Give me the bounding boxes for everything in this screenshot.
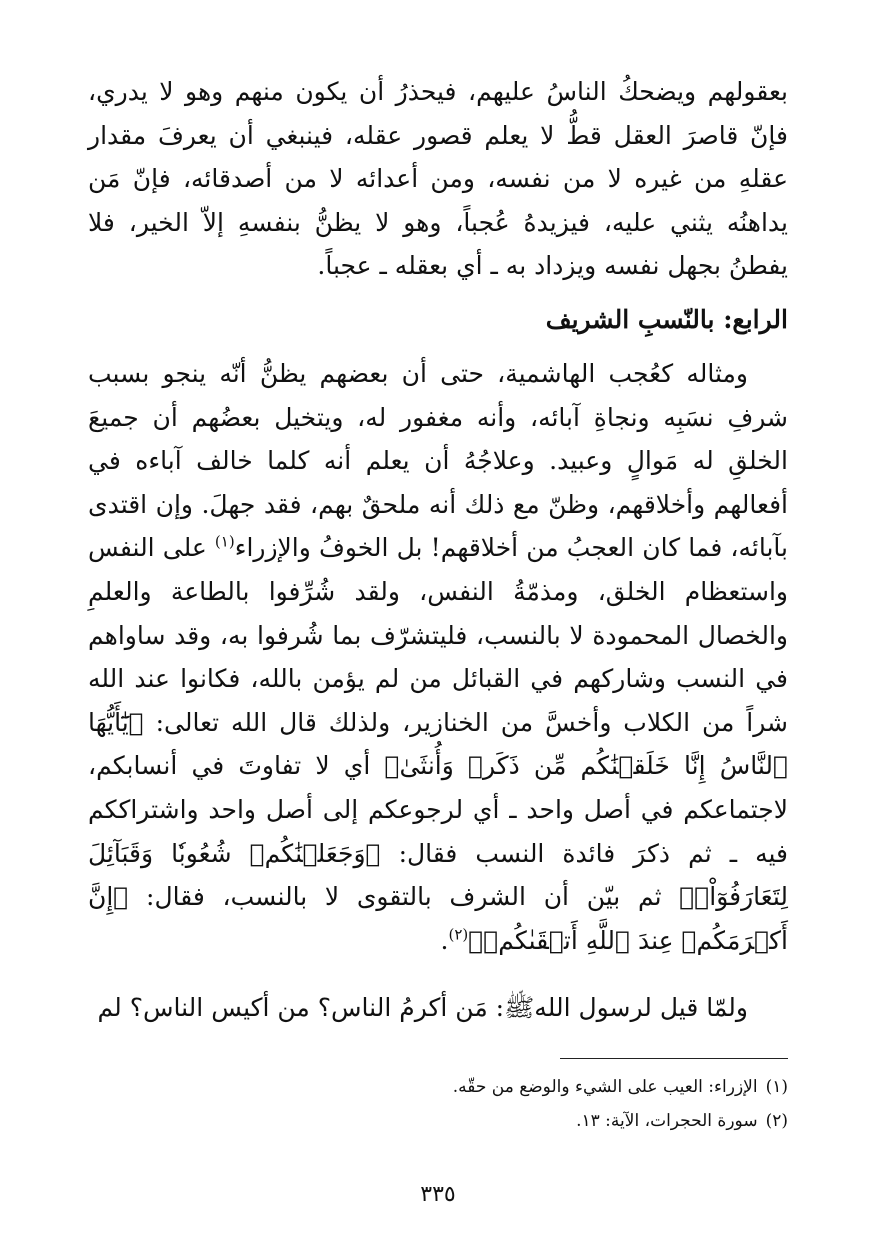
paragraph-2-part-a: ومثاله كعُجب الهاشمية، حتى أن بعضهم يظنُّ أنّه ينجو بسبب شرفِ نسَبِه ونجاةِ آبائه، وأنه مغفور له، ويتخيل بعضُهم أن جميعَ الخلقِ له مَوالٍ وعبيد. وعلاجُهُ أن يعلم أنه كلما خالف آباءه في أفعالهم وأخلاقهم، وظنّ مع ذلك أنه ملحقٌ بهم، فقد جهلَ. وإن اقتدى بآبائه، فما كان العجبُ من أخلاقهم! بل الخوفُ والإزراء (88, 359, 788, 563)
section-heading: الرابع: بالنّسبِ الشريف (545, 305, 788, 334)
quran-verse-3: ﴿إِنَّ أَكۡرَمَكُمۡ عِندَ ٱللَّهِ أَتۡقَىٰكُمۡ﴾ (88, 882, 788, 955)
footnote-number: (٢) (765, 1111, 788, 1131)
footnote-ref-2[interactable]: (٢) (448, 925, 469, 944)
footnote-number: (١) (765, 1077, 788, 1097)
footnote-text: الإزراء: العيب على الشيء والوضع من حقّه. (452, 1077, 758, 1097)
paragraph-3 (88, 986, 788, 1030)
quran-verse-2: ﴿وَجَعَلۡنَٰكُمۡ شُعُوبٗا وَقَبَآئِلَ لِتَعَارَفُوٓاْۚ﴾ (88, 838, 788, 912)
paragraph-3-text: ولمّا قيل لرسول اللهﷺ: مَن أكرمُ الناس؟ من أكيس الناس؟ لم (97, 993, 748, 1022)
paragraph-1-text: بعقولهم ويضحكُ الناسُ عليهم، فيحذرُ أن يكون منهم وهو لا يدري، فإنّ قاصرَ العقل قطُّ لا يعلم قصور عقله، فينبغي أن يعرفَ مقدار عقلهِ من غيره لا من نفسه، ومن أعدائه لا من أصدقائه، فإنّ مَن يداهنُه يثني عليه، فيزيدهُ عُجباً، وهو لا يظنُّ بنفسهِ إلاّ الخير، فلا يفطنُ بجهل نفسه ويزداد به ـ أي بعقله ـ عجباً. (88, 77, 788, 281)
paragraph-2-part-c: أي لا تفاوتَ في أنسابكم، لاجتماعكم في أصل واحد ـ أي لرجوعكم إلى أصل واحد واشتراككم فيه ـ ثم ذكرَ فائدة النسب فقال: (88, 751, 789, 868)
paragraph-1 (88, 70, 788, 288)
paragraph-2-part-b: على النفس واستعظام الخلق، ومذمّةُ النفس، ولقد شُرِّفوا بالطاعة والعلمِ والخصال المحمودة لا بالنسب، فليتشرّف بما شُرفوا به، وقد ساواهم في النسب وشاركهم في القبائل من لم يؤمن بالله، فكانوا عند الله شراً من الكلاب وأخسَّ من الخنازير، ولذلك قال الله تعالى: (88, 533, 788, 737)
footnote-item (88, 1104, 788, 1138)
paragraph-2-part-e: . (440, 925, 449, 955)
footnote-text: سورة الحجرات، الآية: ١٣. (576, 1111, 758, 1131)
paragraph-2 (88, 352, 788, 962)
footnote-ref-1[interactable]: (١) (214, 533, 235, 552)
quran-verse-1: ﴿يَٰٓأَيُّهَا ٱلنَّاسُ إِنَّا خَلَقۡنَٰكُم مِّن ذَكَرٖ وَأُنثَىٰ﴾ (88, 707, 788, 781)
footnotes (88, 1070, 788, 1138)
paragraph-2-part-d: ثم بيّن أن الشرف بالتقوى لا بالنسب، فقال: (128, 882, 680, 912)
footnote-item (88, 1070, 788, 1104)
page-number: ٣٣٥ (420, 1182, 456, 1207)
footnote-divider (560, 1058, 788, 1059)
